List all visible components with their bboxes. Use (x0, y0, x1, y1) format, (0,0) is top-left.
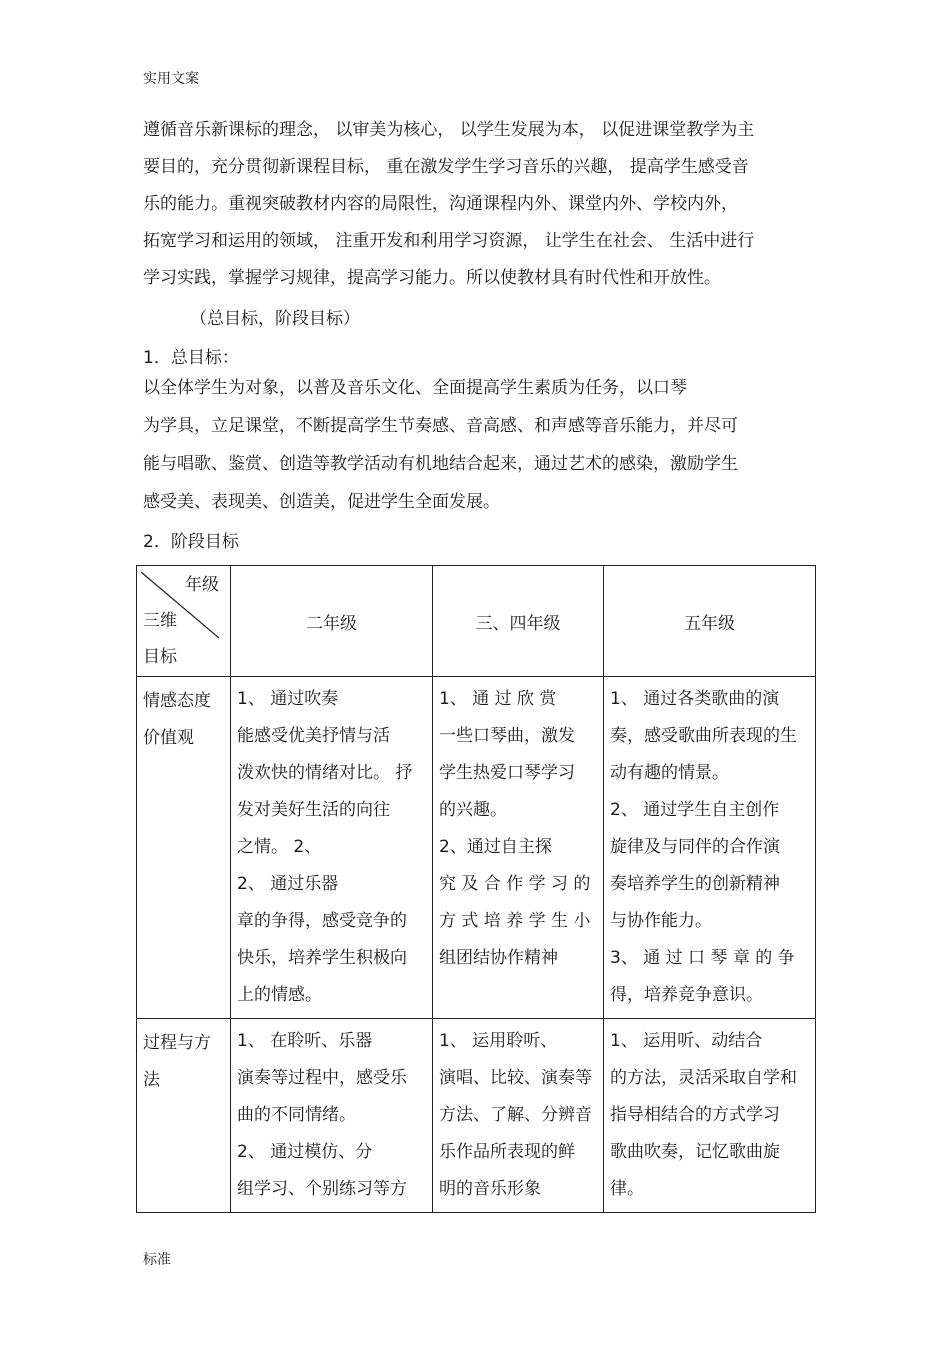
cell-line: 章的争得，感受竞争的 (237, 911, 407, 931)
cell-line: 究 及 合 作 学 习 的 (439, 874, 591, 894)
table-cell (231, 677, 433, 1019)
cell-line: 律。 (610, 1179, 644, 1199)
corner-goal-label: 目标 (143, 647, 177, 667)
cell-line: 奏，感受歌曲所表现的生 (610, 726, 797, 746)
cell-line: 与协作能力。 (610, 911, 712, 931)
row-label-line: 情感态度 (143, 691, 211, 711)
intro-line: 学习实践，掌握学习规律，提高学习能力。所以使教材具有时代性和开放性。 (143, 268, 721, 288)
cell-line: 方法、了解、分辨音 (439, 1105, 592, 1125)
paragraph-line: 感受美、表现美、创造美，促进学生全面发展。 (143, 492, 500, 512)
row-label-line: 价值观 (143, 728, 194, 748)
cell-line: 方 式 培 养 学 生 小 (439, 911, 591, 931)
cell-line: 2、通过自主探 (439, 837, 552, 857)
paragraph-line: 能与唱歌、鉴赏、创造等教学活动有机地结合起来，通过艺术的感染，激励学生 (143, 454, 738, 474)
corner-grade-label: 年级 (185, 575, 219, 595)
row-label-line: 法 (143, 1070, 160, 1090)
cell-line: 奏培养学生的创新精神 (610, 874, 780, 894)
page-footer: 标准 (143, 1252, 171, 1268)
cell-line: 快乐，培养学生积极向 (237, 948, 407, 968)
corner-three-label: 三维 (143, 611, 177, 631)
table-row (137, 677, 816, 1019)
intro-line: 要目的，充分贯彻新课程目标， 重在激发学生学习音乐的兴趣， 提高学生感受音 (143, 157, 749, 177)
table-header-row (137, 566, 816, 677)
row-label-process (137, 1019, 231, 1213)
cell-line: 能感受优美抒情与活 (237, 726, 390, 746)
cell-line: 的方法，灵活采取自学和 (610, 1068, 797, 1088)
subtitle: （总目标，阶段目标） (190, 309, 360, 329)
table-cell (231, 1019, 433, 1213)
cell-line: 1、 通过吹奏 (237, 689, 339, 709)
cell-line: 的兴趣。 (439, 800, 507, 820)
cell-line: 演奏等过程中，感受乐 (237, 1068, 407, 1088)
cell-line: 3、 通 过 口 琴 章 的 争 (610, 948, 795, 968)
section-heading-stage: 2．阶段目标 (143, 532, 239, 552)
cell-line: 歌曲吹奏，记忆歌曲旋 (610, 1142, 780, 1162)
stage-goals-table (136, 565, 816, 1213)
cell-line: 之情。 2、 (237, 837, 322, 857)
intro-line: 拓宽学习和运用的领域， 注重开发和利用学习资源， 让学生在社会、 生活中进行 (143, 231, 755, 251)
table-cell (433, 1019, 604, 1213)
cell-line: 1、 运用聆听、 (439, 1031, 558, 1051)
corner-cell (137, 566, 231, 677)
cell-line: 曲的不同情绪。 (237, 1105, 356, 1125)
cell-line: 泼欢快的情绪对比。 抒 (237, 763, 413, 783)
cell-line: 2、 通过模仿、分 (237, 1142, 373, 1162)
cell-line: 2、 通过学生自主创作 (610, 800, 780, 820)
cell-line: 1、 在聆听、乐器 (237, 1031, 373, 1051)
cell-line: 旋律及与同伴的合作演 (610, 837, 780, 857)
cell-line: 发对美好生活的向往 (237, 800, 390, 820)
paragraph-line: 以全体学生为对象，以普及音乐文化、全面提高学生素质为任务，以口琴 (143, 378, 687, 398)
cell-line: 1、 通过各类歌曲的演 (610, 689, 780, 709)
cell-line: 1、 通 过 欣 赏 (439, 689, 557, 709)
paragraph-line: 为学具，立足课堂，不断提高学生节奏感、音高感、和声感等音乐能力，并尽可 (143, 416, 738, 436)
column-header-grade34: 三、四年级 (433, 566, 604, 677)
overall-goal-paragraph (143, 374, 813, 526)
cell-line: 2、 通过乐器 (237, 874, 339, 894)
column-header-grade2: 二年级 (231, 566, 433, 677)
cell-line: 学生热爱口琴学习 (439, 763, 575, 783)
page-header: 实用文案 (143, 71, 199, 87)
row-label-line: 过程与方 (143, 1033, 211, 1053)
intro-line: 乐的能力。重视突破教材内容的局限性，沟通课程内外、课堂内外、学校内外， (143, 194, 738, 214)
table-cell (604, 1019, 816, 1213)
cell-line: 一些口琴曲，激发 (439, 726, 575, 746)
cell-line: 乐作品所表现的鲜 (439, 1142, 575, 1162)
intro-paragraph (143, 116, 813, 301)
cell-line: 得，培养竞争意识。 (610, 985, 763, 1005)
row-label-emotion (137, 677, 231, 1019)
table-row (137, 1019, 816, 1213)
cell-line: 动有趣的情景。 (610, 763, 729, 783)
cell-line: 组团结协作精神 (439, 948, 558, 968)
cell-line: 明的音乐形象 (439, 1179, 541, 1199)
intro-line: 遵循音乐新课标的理念， 以审美为核心， 以学生发展为本， 以促进课堂教学为主 (143, 120, 755, 140)
cell-line: 指导相结合的方式学习 (610, 1105, 780, 1125)
table-cell (604, 677, 816, 1019)
section-heading-overall: 1．总目标： (143, 348, 239, 368)
cell-line: 上的情感。 (237, 985, 322, 1005)
cell-line: 组学习、个别练习等方 (237, 1179, 407, 1199)
cell-line: 1、 运用听、动结合 (610, 1031, 763, 1051)
cell-line: 演唱、比较、演奏等 (439, 1068, 592, 1088)
column-header-grade5: 五年级 (604, 566, 816, 677)
table-cell (433, 677, 604, 1019)
